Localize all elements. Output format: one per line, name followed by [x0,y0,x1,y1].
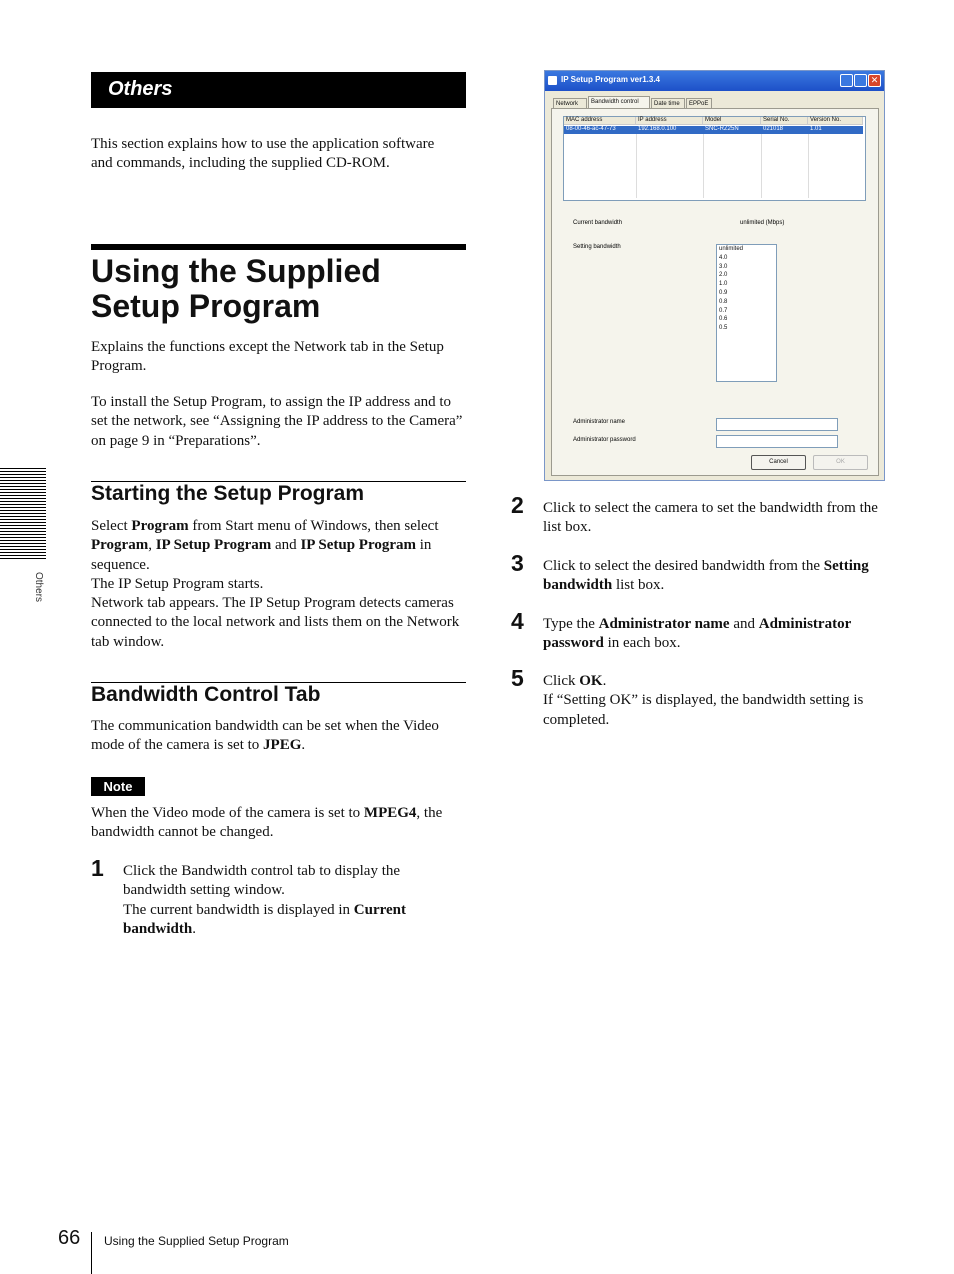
ok-button[interactable]: OK [813,455,868,470]
column-serial[interactable]: Serial No. [761,117,808,125]
bandwidth-option[interactable]: 0.6 [719,316,728,323]
title-rule [91,244,466,250]
intro-paragraph: This section explains how to use the application software and commands, including the supplied CD-ROM. [91,136,435,172]
cell-model: SNC-RZ25N [705,126,739,132]
step-1-number: 1 [91,855,104,881]
section-header-title: Others [108,78,173,100]
step-1-text [123,862,463,939]
description-paragraph: Explains the functions except the Network tab in the Setup Program. [91,339,444,375]
window-titlebar [545,71,884,91]
bandwidth-option[interactable]: 4.0 [719,254,728,261]
note-text: When the Video mode of the camera is set to MPEG4, the bandwidth cannot be changed. [91,805,443,841]
bandwidth-option[interactable]: 0.9 [719,289,728,296]
step-2-number: 2 [511,492,524,518]
column-mac[interactable]: MAC address [564,117,636,125]
step-5-line1: Click OK. [543,673,607,689]
column-model[interactable]: Model [703,117,761,125]
cell-serial: 021018 [763,126,784,132]
tab-bandwidth-control[interactable]: Bandwidth control [588,96,650,108]
camera-list[interactable] [563,116,866,201]
step-2-text: Click to select the camera to set the bandwidth from the list box. [543,500,878,536]
column-divider [808,134,809,198]
sidebar-tab-mark [0,468,46,560]
admin-password-label: Administrator password [573,437,636,443]
bandwidth-paragraph: The communication bandwidth can be set when the Video mode of the camera is set to JPEG. [91,718,439,754]
bandwidth-option[interactable]: 0.7 [719,307,728,314]
section-header-bar [91,72,466,108]
page-number: 66 [58,1227,81,1249]
column-divider [636,134,637,198]
sidebar-label: Others [33,572,44,603]
app-icon [548,76,557,85]
admin-name-label: Administrator name [573,419,626,425]
admin-name-field[interactable] [716,418,838,431]
maximize-icon[interactable] [854,74,867,87]
starting-instructions: Select Program from Start menu of Windows, then select Program, IP Setup Program and IP Setup Program in sequence. [91,518,439,573]
note-label: Note [91,777,145,796]
bandwidth-option[interactable]: 0.5 [719,325,728,332]
starting-line3: Network tab appears. The IP Setup Program detects cameras connected to the local network and lists them on the Network tab window. [91,595,460,650]
step-4-number: 4 [511,608,524,634]
bandwidth-option[interactable]: 1.0 [719,281,728,288]
column-ip[interactable]: IP address [636,117,703,125]
cell-ip: 192.168.0.100 [638,126,677,132]
minimize-icon[interactable] [840,74,853,87]
step-3-number: 3 [511,550,524,576]
setting-bandwidth-label: Setting bandwidth [573,244,621,250]
column-divider [761,134,762,198]
step-5-number: 5 [511,665,524,691]
tab-pppoe[interactable]: EPPoE [686,98,712,110]
bandwidth-option[interactable]: 0.8 [719,298,728,305]
bandwidth-option[interactable]: 3.0 [719,263,728,270]
step-5-line2: If “Setting OK” is displayed, the bandwidth setting is completed. [543,692,864,728]
tab-date-time[interactable]: Date time [651,98,685,110]
setup-program-window [544,70,885,481]
cell-mac: 08-00-46-ac-47-73 [566,126,616,132]
window-title: IP Setup Program ver1.3.4 [561,75,661,84]
page-title-line1: Using the Supplied [91,253,381,289]
tab-network[interactable]: Network [553,98,587,110]
step-4-text: Type the Administrator name and Administrator password in each box. [543,616,851,652]
install-paragraph: To install the Setup Program, to assign the IP address and to set the network, see “Assigning the IP address to the Camera” on page 9 in “Preparations”. [91,394,463,449]
step-1-line1: Click the Bandwidth control tab to display the bandwidth setting window. [123,863,401,899]
bandwidth-option[interactable]: unlimited [719,246,744,252]
column-version[interactable]: Version No. [808,117,863,125]
step-1-line2: The current bandwidth is displayed in Current bandwidth. [123,901,406,937]
bandwidth-heading: Bandwidth Control Tab [91,683,321,706]
current-bandwidth-value: unlimited (Mbps) [740,220,785,226]
page-title-line2: Setup Program [91,288,321,324]
cell-version: 1.01 [810,126,822,132]
starting-body [91,517,461,652]
step-5-text [543,672,888,730]
starting-line2: The IP Setup Program starts. [91,575,264,592]
starting-heading: Starting the Setup Program [91,482,365,505]
footer-title: Using the Supplied Setup Program [104,1234,289,1248]
step-3-text: Click to select the desired bandwidth from the Setting bandwidth list box. [543,558,869,594]
setting-bandwidth-list[interactable] [716,244,777,382]
cancel-button[interactable]: Cancel [751,455,806,470]
footer-rule [91,1232,92,1274]
column-divider [703,134,704,198]
bandwidth-option[interactable]: 2.0 [719,272,728,279]
admin-password-field[interactable] [716,435,838,448]
current-bandwidth-label: Current bandwidth [573,220,623,226]
tab-panel [551,108,879,476]
close-icon[interactable]: ✕ [868,74,881,87]
page-title [91,254,471,324]
